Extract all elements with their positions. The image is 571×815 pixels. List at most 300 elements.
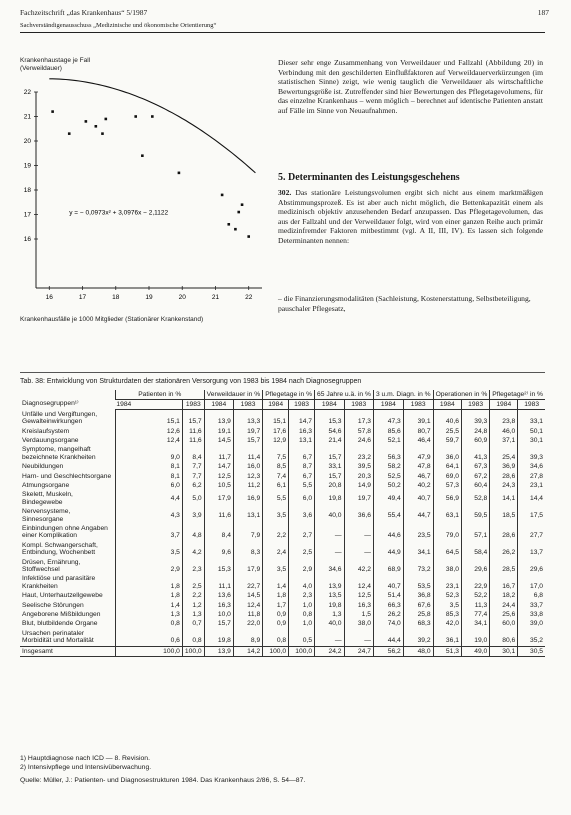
table-cell: — <box>344 629 373 646</box>
table-cell: 8,4 <box>204 524 233 541</box>
table-cell: 100,0 <box>263 646 289 656</box>
table-cell: 29,6 <box>518 558 545 575</box>
table-cell: 1,0 <box>289 619 315 628</box>
table-row <box>20 436 545 445</box>
table-cell: 74,0 <box>373 619 403 628</box>
table-cell: 10,5 <box>204 481 233 490</box>
table-cell: 51,3 <box>433 646 461 656</box>
table-cell: 66,3 <box>373 601 403 610</box>
x-tick-label: 16 <box>45 294 53 301</box>
table-cell: 4,4 <box>115 490 182 507</box>
table-cell: 40,7 <box>403 490 433 507</box>
table-row <box>20 619 545 628</box>
data-point <box>178 172 181 175</box>
table-cell: 25,8 <box>403 610 433 619</box>
table-cell: 67,2 <box>461 472 489 481</box>
table-row <box>20 481 545 490</box>
table-cell: 12,4 <box>233 601 262 610</box>
table-cell: 47,3 <box>373 410 403 427</box>
table-row <box>20 507 545 524</box>
table-row <box>20 558 545 575</box>
x-tick-label: 22 <box>245 294 253 301</box>
table-cell: 7,9 <box>233 524 262 541</box>
table-cell: 52,5 <box>373 472 403 481</box>
data-point <box>237 211 240 214</box>
table-cell: 14,5 <box>233 591 262 600</box>
table-cell: 48,0 <box>403 646 433 656</box>
table-cell: 6,2 <box>182 481 204 490</box>
paragraph-1 <box>278 58 543 116</box>
table-cell: 39,3 <box>518 445 545 462</box>
table-cell: 7,7 <box>182 472 204 481</box>
table-cell: 23,8 <box>490 410 518 427</box>
scatter-chart <box>18 58 270 326</box>
y-tick-label: 22 <box>23 89 31 96</box>
header-year: 1983 <box>344 399 373 410</box>
table-cell: 80,6 <box>490 629 518 646</box>
table-cell: 8,7 <box>289 462 315 471</box>
table-cell: 4,0 <box>289 574 315 591</box>
table-cell: 1,8 <box>115 574 182 591</box>
x-tick-label: 21 <box>211 294 220 301</box>
table-cell: 17,9 <box>233 558 262 575</box>
table-cell: 11,7 <box>204 445 233 462</box>
table-cell: 15,1 <box>115 410 182 427</box>
row-label: Infektiöse und parasitäre Krankheiten <box>22 575 96 590</box>
table-cell: 40,7 <box>373 574 403 591</box>
row-label: Kreislaufsystem <box>22 427 70 435</box>
row-label: Nervensysteme, Sinnesorgane <box>22 508 71 523</box>
table-cell: 11,2 <box>233 481 262 490</box>
y-tick-label: 16 <box>23 236 31 243</box>
paragraph-2-text: Das stationäre Leistungsvolumen ergibt sich nicht aus einem marktmäßigen Abstimmungsprozeß. Es ist aber auch nicht möglich, die Bettenkapazität einem als medizinisch objektiv anzusehenden Bedarf anzupassen. Das Pflegetagevolumen, das aus der Fallzahl und der Verweildauer folgt, wird von einer ganzen Reihe auch primär medizinfremder Faktoren mitbestimmt (vgl. A II, III, IV). Es lassen sich folgende Determinanten nennen: <box>278 188 543 245</box>
table-source: Quelle: Müller, J.: Patienten- und Diagnosestrukturen 1984. Das Krankenhaus 2/86, S. 54—87. <box>20 777 306 784</box>
table-row <box>20 629 545 646</box>
table-cell: 2,2 <box>263 524 289 541</box>
table-cell: 100,0 <box>115 646 182 656</box>
table-cell: 11,6 <box>182 436 204 445</box>
table-cell: 23,2 <box>344 445 373 462</box>
paragraph-2 <box>278 188 543 246</box>
table-cell: 5,5 <box>289 481 315 490</box>
table-cell: 6,0 <box>289 490 315 507</box>
table-cell: 39,0 <box>518 619 545 628</box>
table-cell: 19,7 <box>344 490 373 507</box>
table-cell: 52,1 <box>373 436 403 445</box>
row-label: Neubildungen <box>22 463 64 471</box>
table-cell: 56,3 <box>373 445 403 462</box>
table-cell: 12,5 <box>344 591 373 600</box>
header-year: 1984 <box>204 399 233 410</box>
table-cell: 1,8 <box>263 591 289 600</box>
table-cell: 42,0 <box>433 619 461 628</box>
table-cell: — <box>315 629 344 646</box>
table-row <box>20 490 545 507</box>
table-cell: 39,5 <box>344 462 373 471</box>
table-cell: 34,1 <box>461 619 489 628</box>
y-tick-label: 17 <box>23 211 31 219</box>
row-label: Ursachen perinataler Morbidität und Mortalität <box>22 629 94 645</box>
table-cell: 3,9 <box>182 507 204 524</box>
table-cell: 23,1 <box>433 574 461 591</box>
table-cell: 4,3 <box>115 507 182 524</box>
row-label: Blut, blutbildende Organe <box>22 620 98 628</box>
table-cell: 0,8 <box>115 619 182 628</box>
table-cell: 15,7 <box>315 445 344 462</box>
header-group: Verweildauer in % <box>204 390 263 399</box>
table-cell: 13,9 <box>204 646 233 656</box>
table-cell: 14,1 <box>490 490 518 507</box>
table-cell: 44,9 <box>373 541 403 558</box>
table-cell: 1,4 <box>115 601 182 610</box>
table-cell: 59,5 <box>461 507 489 524</box>
table-cell: 20,3 <box>344 472 373 481</box>
table-cell: 8,3 <box>233 541 262 558</box>
table-cell: 16,3 <box>344 601 373 610</box>
table-cell: 14,5 <box>204 436 233 445</box>
table-cell: 1,0 <box>289 601 315 610</box>
table-cell: 9,6 <box>204 541 233 558</box>
data-point <box>141 154 144 157</box>
table-cell: 6,1 <box>263 481 289 490</box>
table-cell: 40,0 <box>315 507 344 524</box>
table-cell: 56,2 <box>373 646 403 656</box>
table-cell: 36,0 <box>433 445 461 462</box>
data-point <box>234 228 237 231</box>
chart-ylabel-line2: (Verweildauer) <box>20 65 62 72</box>
table-row <box>20 524 545 541</box>
table-cell: 7,4 <box>263 472 289 481</box>
table-cell: 15,7 <box>204 619 233 628</box>
table-cell: 16,3 <box>289 427 315 436</box>
table-cell: 25,4 <box>490 445 518 462</box>
header-year: 1984 <box>115 399 182 410</box>
table-cell: 26,2 <box>490 541 518 558</box>
table-cell: 3,5 <box>263 507 289 524</box>
table-row <box>20 610 545 619</box>
table-cell: 46,7 <box>403 472 433 481</box>
table-cell: 58,2 <box>373 462 403 471</box>
table-cell: — <box>344 524 373 541</box>
header-subtitle: Sachverständigenausschuss „Medizinische und ökonomische Orientierung“ <box>20 22 217 29</box>
table-cell: 13,9 <box>204 410 233 427</box>
table-cell: 19,0 <box>461 629 489 646</box>
table-cell: 40,0 <box>315 619 344 628</box>
table-cell: 85,6 <box>373 427 403 436</box>
table-cell: 5,5 <box>263 490 289 507</box>
header-rule <box>20 32 545 33</box>
table-cell: 14,4 <box>518 490 545 507</box>
table-cell: 38,0 <box>433 558 461 575</box>
table-cell: 44,7 <box>403 507 433 524</box>
table-cell: 0,9 <box>263 610 289 619</box>
table-cell: 3,5 <box>263 558 289 575</box>
data-point <box>51 110 54 113</box>
table-cell: 23,5 <box>403 524 433 541</box>
table-cell: 33,7 <box>518 601 545 610</box>
table-top-rule <box>20 372 545 373</box>
header-year: 1983 <box>289 399 315 410</box>
table-row <box>20 574 545 591</box>
table-cell: 47,8 <box>403 462 433 471</box>
table-cell: 60,4 <box>461 481 489 490</box>
table-cell: 68,3 <box>403 619 433 628</box>
table-cell: 69,0 <box>433 472 461 481</box>
table-cell: 47,9 <box>403 445 433 462</box>
table-cell: — <box>315 541 344 558</box>
table-cell: 13,1 <box>289 436 315 445</box>
table-cell: 33,1 <box>315 462 344 471</box>
table-cell: 44,6 <box>373 524 403 541</box>
table-row <box>20 462 545 471</box>
table-cell: 57,1 <box>461 524 489 541</box>
table-cell: 42,2 <box>344 558 373 575</box>
table-cell: 3,5 <box>433 601 461 610</box>
row-label: Skelett, Muskeln, Bindegewebe <box>22 491 73 506</box>
table-cell: 27,7 <box>518 524 545 541</box>
table-cell: 1,7 <box>263 601 289 610</box>
table-cell: 58,4 <box>461 541 489 558</box>
table-cell: 14,7 <box>289 410 315 427</box>
table-cell: 2,7 <box>289 524 315 541</box>
table-cell: 0,8 <box>289 610 315 619</box>
header-year: 1984 <box>315 399 344 410</box>
table-cell: 22,0 <box>233 619 262 628</box>
x-tick-label: 18 <box>112 294 120 301</box>
page-number: 187 <box>537 8 549 17</box>
chart-svg <box>18 58 270 316</box>
x-tick-label: 20 <box>178 294 186 301</box>
table-cell: 1,3 <box>182 610 204 619</box>
row-label: Seelische Störungen <box>22 601 84 609</box>
table-cell: 4,2 <box>182 541 204 558</box>
table-cell: 15,7 <box>315 472 344 481</box>
data-point <box>95 125 98 128</box>
table-row <box>20 541 545 558</box>
table-cell: 34,6 <box>315 558 344 575</box>
header-year: 1983 <box>461 399 489 410</box>
table-cell: 80,7 <box>403 427 433 436</box>
table-cell: 2,5 <box>182 574 204 591</box>
table-cell: 29,6 <box>461 558 489 575</box>
table-row <box>20 410 545 427</box>
table-cell: 28,5 <box>490 558 518 575</box>
row-label: Unfälle und Vergiftungen, Gewalteinwirkungen <box>22 410 98 426</box>
table-cell: 6,7 <box>289 472 315 481</box>
table-cell: 40,6 <box>433 410 461 427</box>
regression-curve <box>49 79 255 173</box>
row-label: Angeborene Mißbildungen <box>22 611 101 619</box>
table-cell: 17,0 <box>518 574 545 591</box>
table-cell: 3,7 <box>115 524 182 541</box>
table-row <box>20 601 545 610</box>
row-label: Verdauungsorgane <box>22 436 79 444</box>
table-cell: 63,1 <box>433 507 461 524</box>
table-title: Tab. 38: Entwicklung von Strukturdaten der stationären Versorgung von 1983 bis 1984 nach Diagnosegruppen <box>20 378 362 385</box>
table-cell: 24,4 <box>490 601 518 610</box>
table-cell: 100,0 <box>182 646 204 656</box>
table-cell: 2,2 <box>182 591 204 600</box>
row-label: Drüsen, Ernährung, Stoffwechsel <box>22 558 81 573</box>
table-cell: 28,6 <box>490 524 518 541</box>
chart-xlabel: Krankenhausfälle je 1000 Mitglieder (Stationärer Krankenstand) <box>20 316 204 323</box>
table-cell: 54,6 <box>315 427 344 436</box>
bullet-item: – die Finanzierungsmodalitäten (Sachleistung, Kostenerstattung, Selbstbeteiligung, pauschaler Pflegesatz, <box>278 294 531 313</box>
table-cell: 44,4 <box>373 629 403 646</box>
table-cell: 64,1 <box>433 462 461 471</box>
table-cell: 16,0 <box>233 462 262 471</box>
table-cell: 30,1 <box>518 436 545 445</box>
paragraph-number: 302. <box>278 188 292 197</box>
table-cell: 11,1 <box>204 574 233 591</box>
table-cell: 60,0 <box>490 619 518 628</box>
table-cell: 13,1 <box>233 507 262 524</box>
table-cell: 9,0 <box>115 445 182 462</box>
table-cell: 12,6 <box>115 427 182 436</box>
table-cell: 2,9 <box>115 558 182 575</box>
data-point <box>104 118 107 121</box>
table-cell: 15,7 <box>233 436 262 445</box>
table-cell: 67,6 <box>403 601 433 610</box>
table-cell: 33,8 <box>518 610 545 619</box>
table-cell: 0,9 <box>263 619 289 628</box>
table-cell: 18,5 <box>490 507 518 524</box>
table-cell: 28,6 <box>490 472 518 481</box>
row-label: Haut, Unterhautzellgewebe <box>22 592 103 600</box>
table-cell: 0,7 <box>182 619 204 628</box>
table-cell: 1,2 <box>182 601 204 610</box>
header-year: 1983 <box>403 399 433 410</box>
table-cell: 1,5 <box>344 610 373 619</box>
table-cell: 16,3 <box>204 601 233 610</box>
table-cell: 15,3 <box>315 410 344 427</box>
table-cell: 0,8 <box>182 629 204 646</box>
table-cell: 57,3 <box>433 481 461 490</box>
table-cell: 1,8 <box>115 591 182 600</box>
table-cell: 53,5 <box>403 574 433 591</box>
table-cell: 8,1 <box>115 472 182 481</box>
table-cell: 34,6 <box>518 462 545 471</box>
paragraph-1-text: Dieser sehr enge Zusammenhang von Verweildauer und Fallzahl (Abbildung 20) in Verbindung mit den geschilderten Einflußfaktoren auf Verweildauerverkürzungen (im statistischen Sinne) zeigt, wie wenig tauglich die Verweildauer als wirtschaftliche Bewertungsgröße ist. Zutreffender sind hier Bewertungen des Pflegetagevolumens, für das einzelne Krankenhaus – wenn möglich – berechnet auf identische Patienten anstatt auf Fälle im Sinne von Neuaufnahmen. <box>278 58 543 115</box>
table-cell: 14,2 <box>233 646 262 656</box>
table-body <box>20 410 545 657</box>
data-point <box>68 132 71 135</box>
table-cell: 0,6 <box>115 629 182 646</box>
table-cell: 2,3 <box>182 558 204 575</box>
table-cell: 2,9 <box>289 558 315 575</box>
chart-ylabel-line1: Krankenhaustage je Fall <box>20 57 91 64</box>
regression-equation: y = − 0,0973x² + 3,0976x − 2,1122 <box>69 209 169 217</box>
table-cell: 25,6 <box>490 610 518 619</box>
table-cell: 23,1 <box>518 481 545 490</box>
data-point <box>85 120 88 123</box>
table-cell: 34,1 <box>403 541 433 558</box>
table-cell: 1,3 <box>115 610 182 619</box>
data-point <box>151 115 154 118</box>
table-cell: 12,3 <box>233 472 262 481</box>
table-cell: 77,4 <box>461 610 489 619</box>
table-cell: 15,3 <box>204 558 233 575</box>
table-cell: 100,0 <box>289 646 315 656</box>
table-cell: 15,7 <box>182 410 204 427</box>
table-cell: 11,6 <box>182 427 204 436</box>
header-diagnosegruppen: Diagnosegruppen¹⁾ <box>22 400 79 408</box>
table-cell: 22,9 <box>461 574 489 591</box>
table-cell: 24,3 <box>490 481 518 490</box>
header-year: 1983 <box>233 399 262 410</box>
table-cell: 8,5 <box>263 462 289 471</box>
table-cell: 68,9 <box>373 558 403 575</box>
table-cell: 39,3 <box>461 410 489 427</box>
table-cell: 6,8 <box>518 591 545 600</box>
table-cell: 17,9 <box>204 490 233 507</box>
table-cell: 19,8 <box>315 490 344 507</box>
x-tick-label: 17 <box>78 294 87 301</box>
table-cell: 17,6 <box>263 427 289 436</box>
table-cell: 16,9 <box>233 490 262 507</box>
table-cell: 8,9 <box>233 629 262 646</box>
table-cell: 51,4 <box>373 591 403 600</box>
data-point <box>227 223 230 226</box>
table-cell: 85,3 <box>433 610 461 619</box>
table-cell: 64,5 <box>433 541 461 558</box>
table-cell: 3,6 <box>289 507 315 524</box>
table-cell: 39,1 <box>403 410 433 427</box>
header-year: 1984 <box>263 399 289 410</box>
table-cell: 30,1 <box>490 646 518 656</box>
data-point <box>134 115 137 118</box>
footnote-1: 1) Hauptdiagnose nach ICD — 8. Revision. <box>20 755 150 762</box>
footnote-2: 2) Intensivpflege und Intensivüberwachung. <box>20 764 152 771</box>
table-cell: 36,8 <box>403 591 433 600</box>
header-group: Pflegetage²⁾ in % <box>490 390 545 399</box>
table-cell: 36,6 <box>344 507 373 524</box>
table-cell: 37,1 <box>490 436 518 445</box>
table-cell: 3,5 <box>115 541 182 558</box>
table-cell: 10,0 <box>204 610 233 619</box>
header-group: 65 Jahre u.ä. in % <box>315 390 374 399</box>
table-cell: 13,6 <box>204 591 233 600</box>
header-year: 1984 <box>373 399 403 410</box>
x-tick-label: 19 <box>145 294 153 301</box>
header-year: 1984 <box>490 399 518 410</box>
table-cell: 7,7 <box>182 462 204 471</box>
table-cell: 14,7 <box>204 462 233 471</box>
table-cell: 56,9 <box>433 490 461 507</box>
y-tick-label: 20 <box>23 138 31 145</box>
table-cell: 50,2 <box>373 481 403 490</box>
row-label: Kompl. Schwangerschaft, Entbindung, Wochenbett <box>22 541 98 557</box>
y-tick-label: 18 <box>23 187 31 194</box>
table-cell: 46,0 <box>490 427 518 436</box>
table-cell: 24,8 <box>461 427 489 436</box>
table-cell: 25,5 <box>433 427 461 436</box>
table-cell: 30,5 <box>518 646 545 656</box>
table-cell: 18,2 <box>490 591 518 600</box>
table-cell: 24,6 <box>344 436 373 445</box>
table-cell: 38,0 <box>344 619 373 628</box>
table-row <box>20 445 545 462</box>
table-cell: 40,2 <box>403 481 433 490</box>
header-year: 1983 <box>182 399 204 410</box>
row-label: Symptome, mangelhaft bezeichnete Krankheiten <box>22 446 96 461</box>
table-cell: 55,4 <box>373 507 403 524</box>
table-cell: 24,2 <box>315 646 344 656</box>
header-year: 1984 <box>433 399 461 410</box>
table-cell: 22,7 <box>233 574 262 591</box>
table-cell: 36,1 <box>433 629 461 646</box>
table-cell: 27,8 <box>518 472 545 481</box>
